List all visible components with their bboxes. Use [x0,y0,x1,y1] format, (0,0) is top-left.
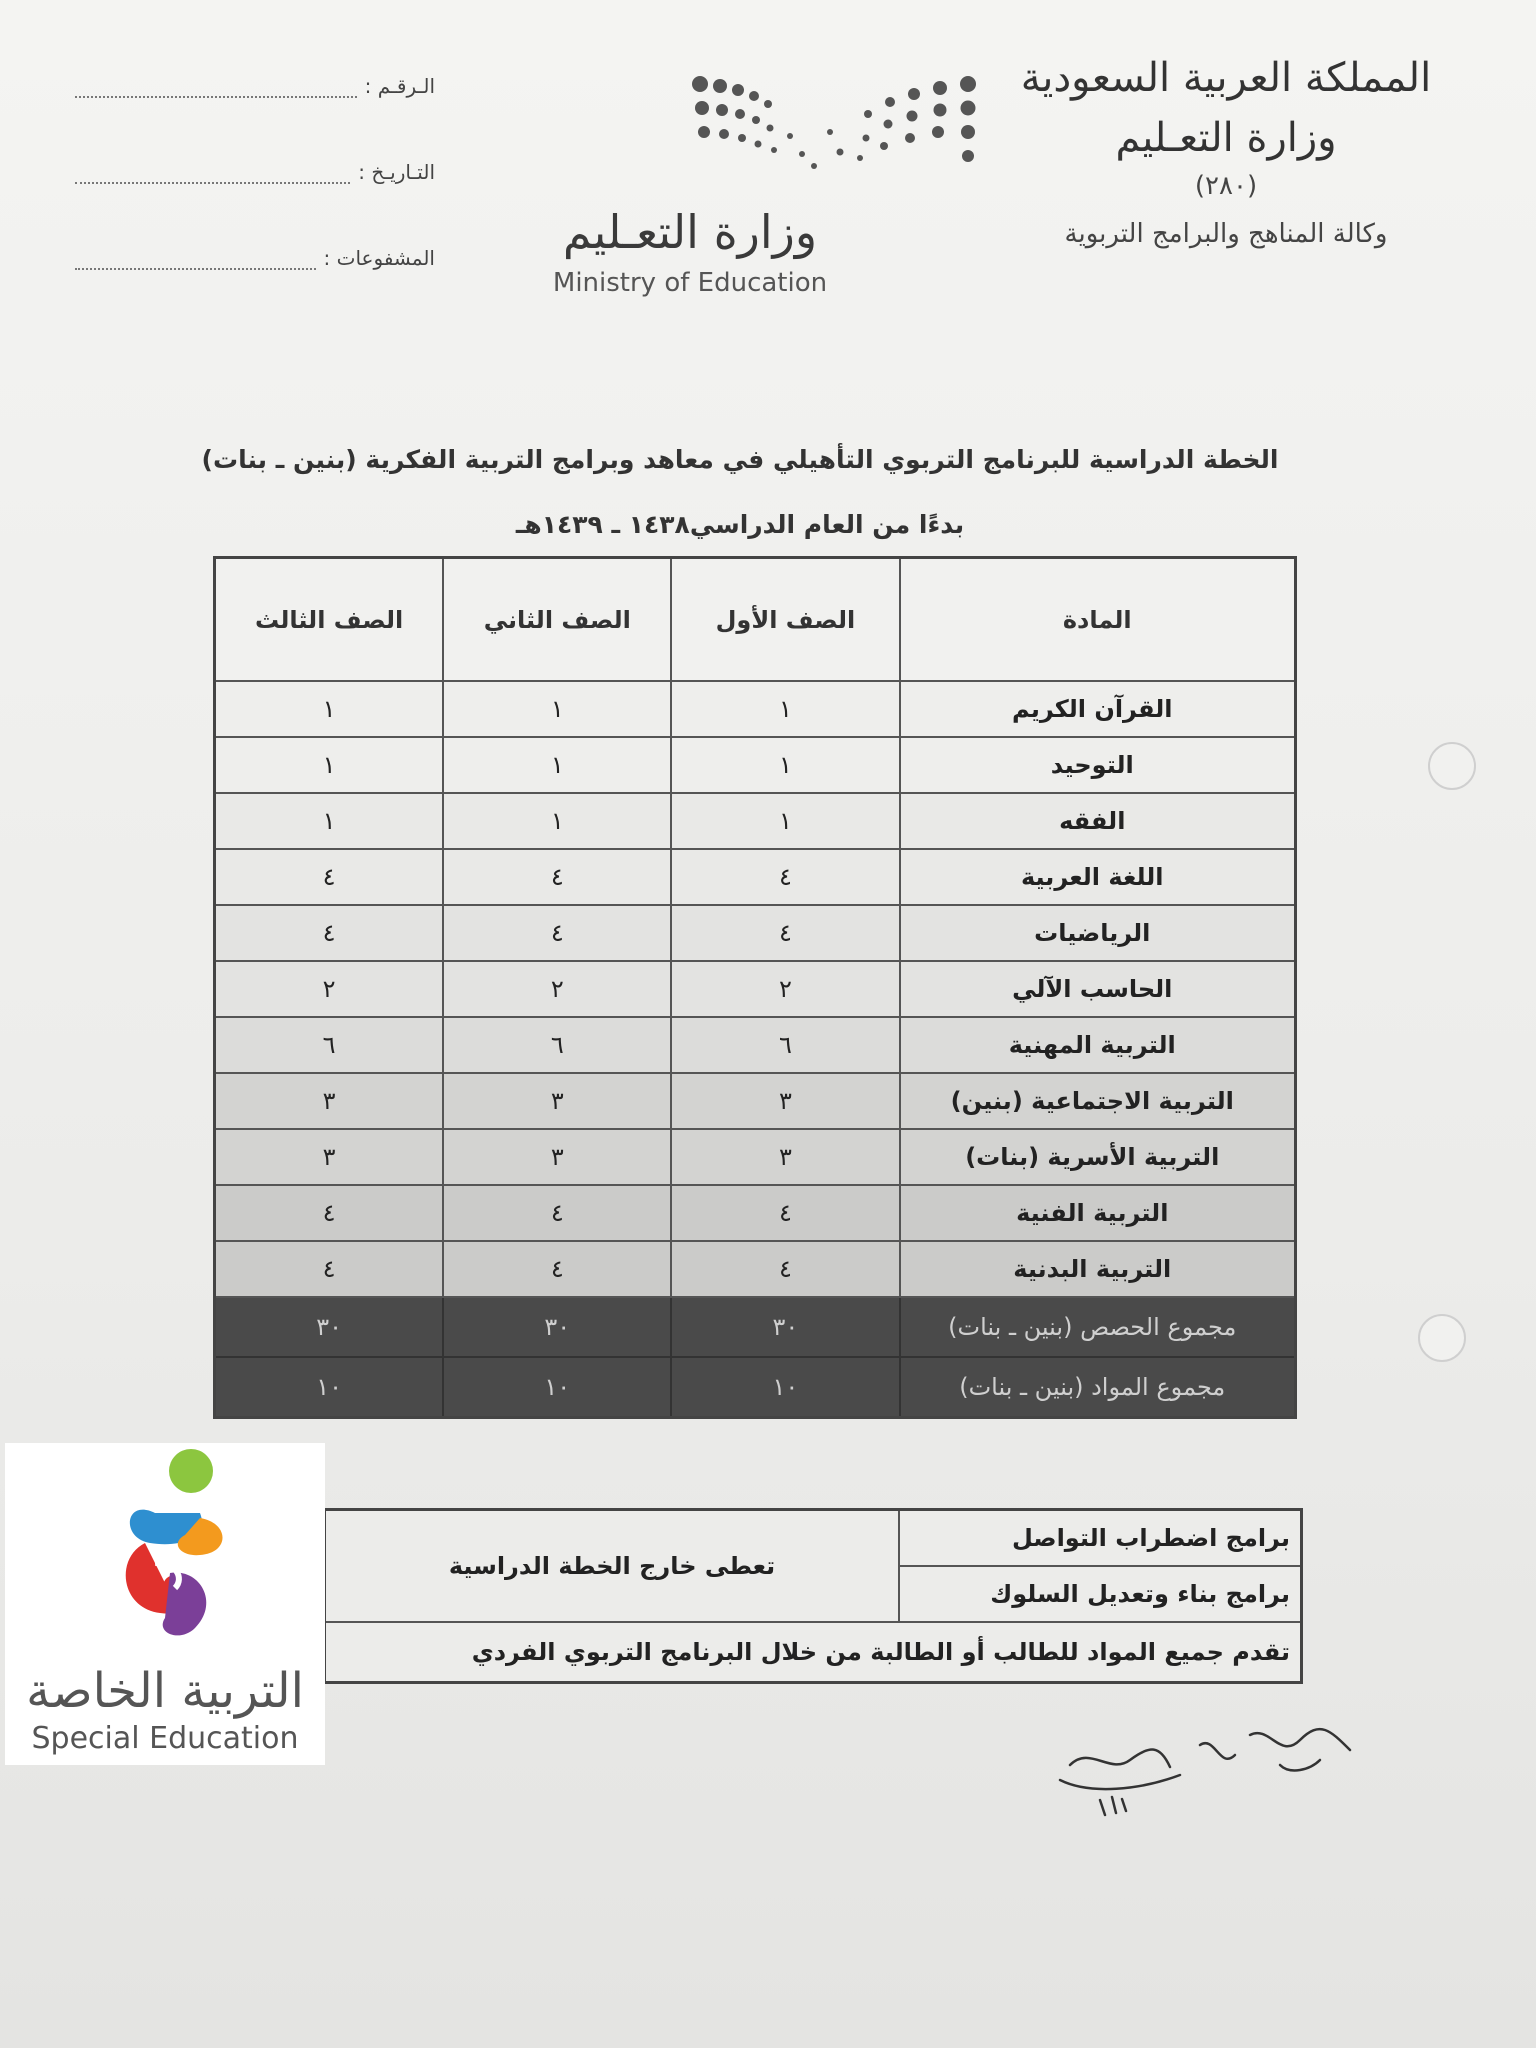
table-row [215,793,1296,849]
grade-2-cell: ٤ [443,849,671,905]
punch-hole-top [1428,742,1476,790]
table-row [215,1241,1296,1297]
grade-3-cell: ٤ [215,1241,444,1297]
grade-3-cell: ٣٠ [215,1297,444,1357]
table-row [215,1073,1296,1129]
extra-programs-table [323,1508,1303,1684]
grade-1-cell: ٤ [671,905,899,961]
total-label-cell: مجموع المواد (بنين ـ بنات) [900,1357,1296,1418]
grade-2-cell: ١ [443,793,671,849]
grade-3-cell: ٣ [215,1129,444,1185]
grade-1-cell: ٢ [671,961,899,1017]
header-fields [75,62,435,320]
table-row [215,849,1296,905]
subject-cell: الحاسب الآلي [900,961,1296,1017]
grade-1-cell: ٣ [671,1129,899,1185]
total-subjects-row [215,1357,1296,1418]
header-grade-1: الصف الأول [671,558,899,682]
grade-3-cell: ٤ [215,849,444,905]
field-label: الـرقـم : [364,74,435,98]
subject-cell: القرآن الكريم [900,681,1296,737]
agency-name: وكالة المناهج والبرامج التربوية [1064,219,1388,249]
field-line [75,78,357,98]
note-cell: تعطى خارج الخطة الدراسية [325,1510,900,1623]
grade-1-cell: ٦ [671,1017,899,1073]
ministry-name: وزارة التعـليم [1115,115,1337,161]
grade-1-cell: ٤ [671,849,899,905]
header-grade-2: الصف الثاني [443,558,671,682]
document-number: (٢٨٠) [1194,171,1258,201]
field-label: التـاريـخ : [358,160,435,184]
header-grade-3: الصف الثالث [215,558,444,682]
subject-cell: اللغة العربية [900,849,1296,905]
header-issuer [1016,55,1436,249]
program-cell: برامج اضطراب التواصل [899,1510,1302,1567]
grade-3-cell: ٤ [215,905,444,961]
signature-icon [1050,1705,1380,1825]
grade-2-cell: ٤ [443,1241,671,1297]
grade-1-cell: ٤ [671,1241,899,1297]
grade-1-cell: ٣ [671,1073,899,1129]
field-attachments [75,234,435,270]
special-education-english: Special Education [31,1721,299,1756]
subject-cell: الفقه [900,793,1296,849]
table-header-row [215,558,1296,682]
field-date [75,148,435,184]
table-row [325,1510,1302,1567]
grade-3-cell: ٦ [215,1017,444,1073]
grade-2-cell: ١ [443,681,671,737]
study-plan-table [213,556,1297,1419]
grade-2-cell: ٢ [443,961,671,1017]
grade-3-cell: ٤ [215,1185,444,1241]
field-line [75,164,350,184]
grade-2-cell: ١٠ [443,1357,671,1418]
special-education-logo [5,1443,325,1765]
grade-1-cell: ٣٠ [671,1297,899,1357]
logo-english-text: Ministry of Education [552,268,828,298]
table-row [215,681,1296,737]
grade-2-cell: ٣٠ [443,1297,671,1357]
footer-note-cell: تقدم جميع المواد للطالب أو الطالبة من خلال البرنامج التربوي الفردي [325,1622,1302,1683]
subject-cell: التربية المهنية [900,1017,1296,1073]
field-number [75,62,435,98]
subject-cell: التربية البدنية [900,1241,1296,1297]
special-education-arabic: التربية الخاصة [26,1663,304,1719]
table-row [215,905,1296,961]
grade-2-cell: ٤ [443,1185,671,1241]
kingdom-name: المملكة العربية السعودية [1020,55,1432,101]
grade-1-cell: ١ [671,737,899,793]
total-periods-row [215,1297,1296,1357]
ministry-logo-icon [690,72,990,182]
subject-cell: الرياضيات [900,905,1296,961]
grade-3-cell: ٣ [215,1073,444,1129]
table-row [215,1185,1296,1241]
grade-3-cell: ٢ [215,961,444,1017]
punch-hole-bottom [1418,1314,1466,1362]
field-label: المشفوعات : [323,246,435,270]
grade-2-cell: ٣ [443,1073,671,1129]
table-row [215,1017,1296,1073]
grade-3-cell: ١ [215,793,444,849]
table-row [215,1129,1296,1185]
special-education-emblem-icon [5,1443,325,1658]
grade-1-cell: ٤ [671,1185,899,1241]
document-subtitle: بدءًا من العام الدراسي١٤٣٨ ـ ١٤٣٩هـ [515,510,965,539]
subject-cell: التربية الفنية [900,1185,1296,1241]
grade-1-cell: ١٠ [671,1357,899,1418]
grade-2-cell: ٦ [443,1017,671,1073]
table-row [215,737,1296,793]
grade-2-cell: ١ [443,737,671,793]
table-row [325,1622,1302,1683]
header-subject: المادة [900,558,1296,682]
table-row [215,961,1296,1017]
grade-3-cell: ١٠ [215,1357,444,1418]
grade-1-cell: ١ [671,681,899,737]
program-cell: برامج بناء وتعديل السلوك [899,1566,1302,1622]
total-label-cell: مجموع الحصص (بنين ـ بنات) [900,1297,1296,1357]
grade-3-cell: ١ [215,737,444,793]
subject-cell: التربية الاجتماعية (بنين) [900,1073,1296,1129]
grade-2-cell: ٣ [443,1129,671,1185]
subject-cell: التوحيد [900,737,1296,793]
document-title: الخطة الدراسية للبرنامج التربوي التأهيلي في معاهد وبرامج التربية الفكرية (بنين ـ بنات) [201,445,1279,474]
grade-1-cell: ١ [671,793,899,849]
grade-3-cell: ١ [215,681,444,737]
logo-arabic-text: وزارة التعـليم [562,205,818,259]
grade-2-cell: ٤ [443,905,671,961]
field-line [75,250,316,270]
subject-cell: التربية الأسرية (بنات) [900,1129,1296,1185]
